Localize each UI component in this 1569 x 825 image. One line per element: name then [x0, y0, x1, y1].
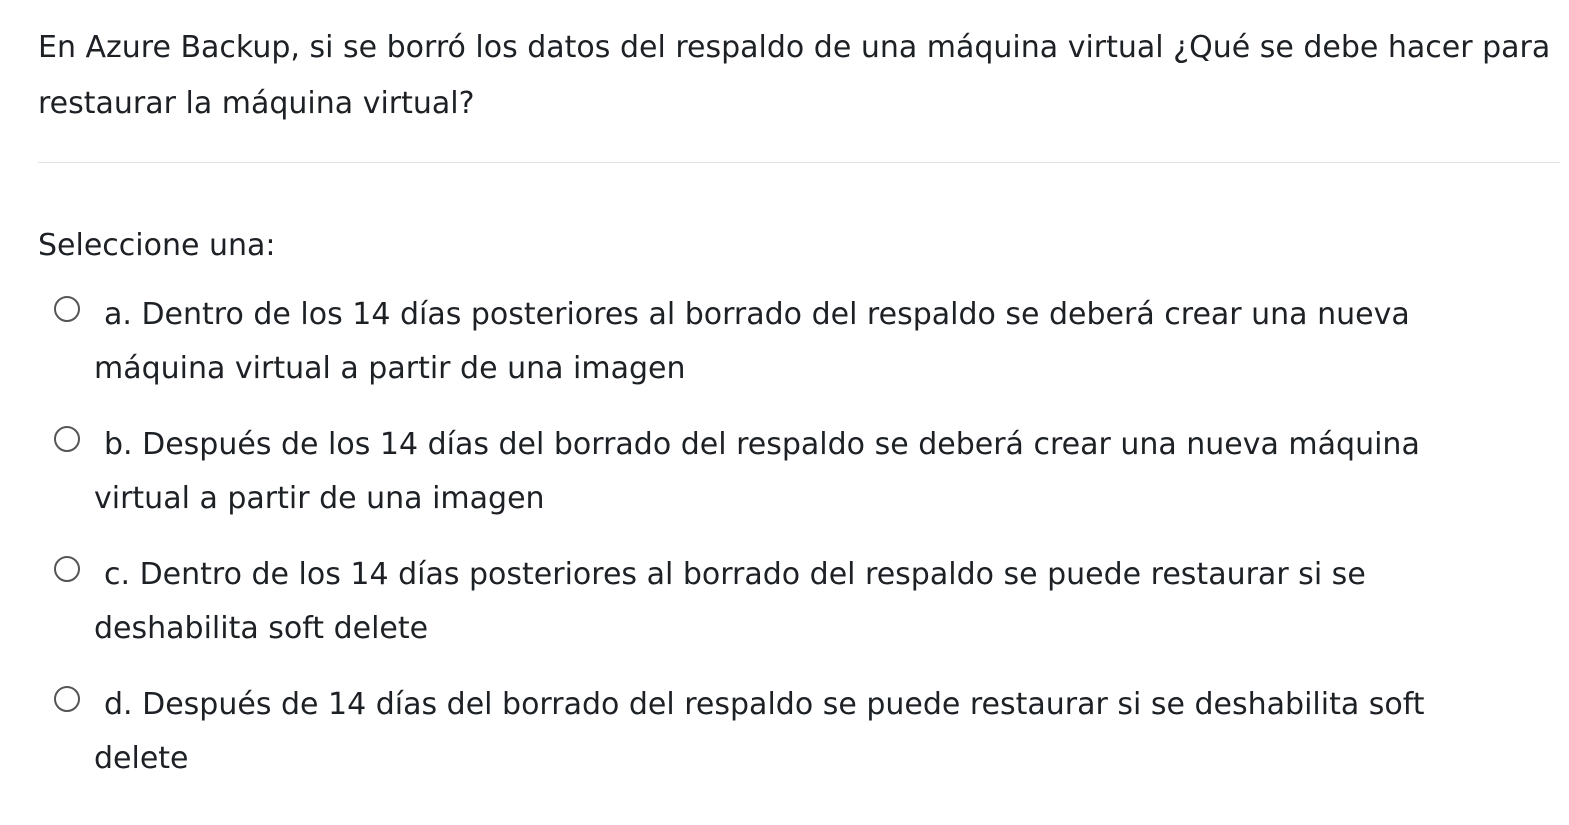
answer-radio-b[interactable]: [54, 426, 80, 452]
answer-prompt: Seleccione una:: [38, 228, 276, 263]
answer-radio-a[interactable]: [54, 296, 80, 322]
answer-options: [48, 288, 1518, 808]
answer-radio-c[interactable]: [54, 556, 80, 582]
answer-radio-d[interactable]: [54, 686, 80, 712]
answer-text-b: b. Después de los 14 días del borrado del respaldo se deberá crear una nueva máquina virtual a partir de una imagen: [94, 427, 1420, 516]
answer-option-d[interactable]: [48, 678, 1518, 786]
answer-text-a: a. Dentro de los 14 días posteriores al borrado del respaldo se deberá crear una nueva máquina virtual a partir de una imagen: [94, 297, 1410, 386]
answer-text-d: d. Después de 14 días del borrado del respaldo se puede restaurar si se deshabilita soft delete: [94, 687, 1425, 776]
answer-option-c[interactable]: [48, 548, 1518, 656]
answer-text-c: c. Dentro de los 14 días posteriores al borrado del respaldo se puede restaurar si se deshabilita soft delete: [94, 557, 1366, 646]
answer-option-a[interactable]: [48, 288, 1518, 396]
question-text: En Azure Backup, si se borró los datos del respaldo de una máquina virtual ¿Qué se debe hacer para restaurar la máquina virtual?: [38, 30, 1551, 121]
answer-option-b[interactable]: [48, 418, 1518, 526]
question-divider: [38, 162, 1560, 163]
